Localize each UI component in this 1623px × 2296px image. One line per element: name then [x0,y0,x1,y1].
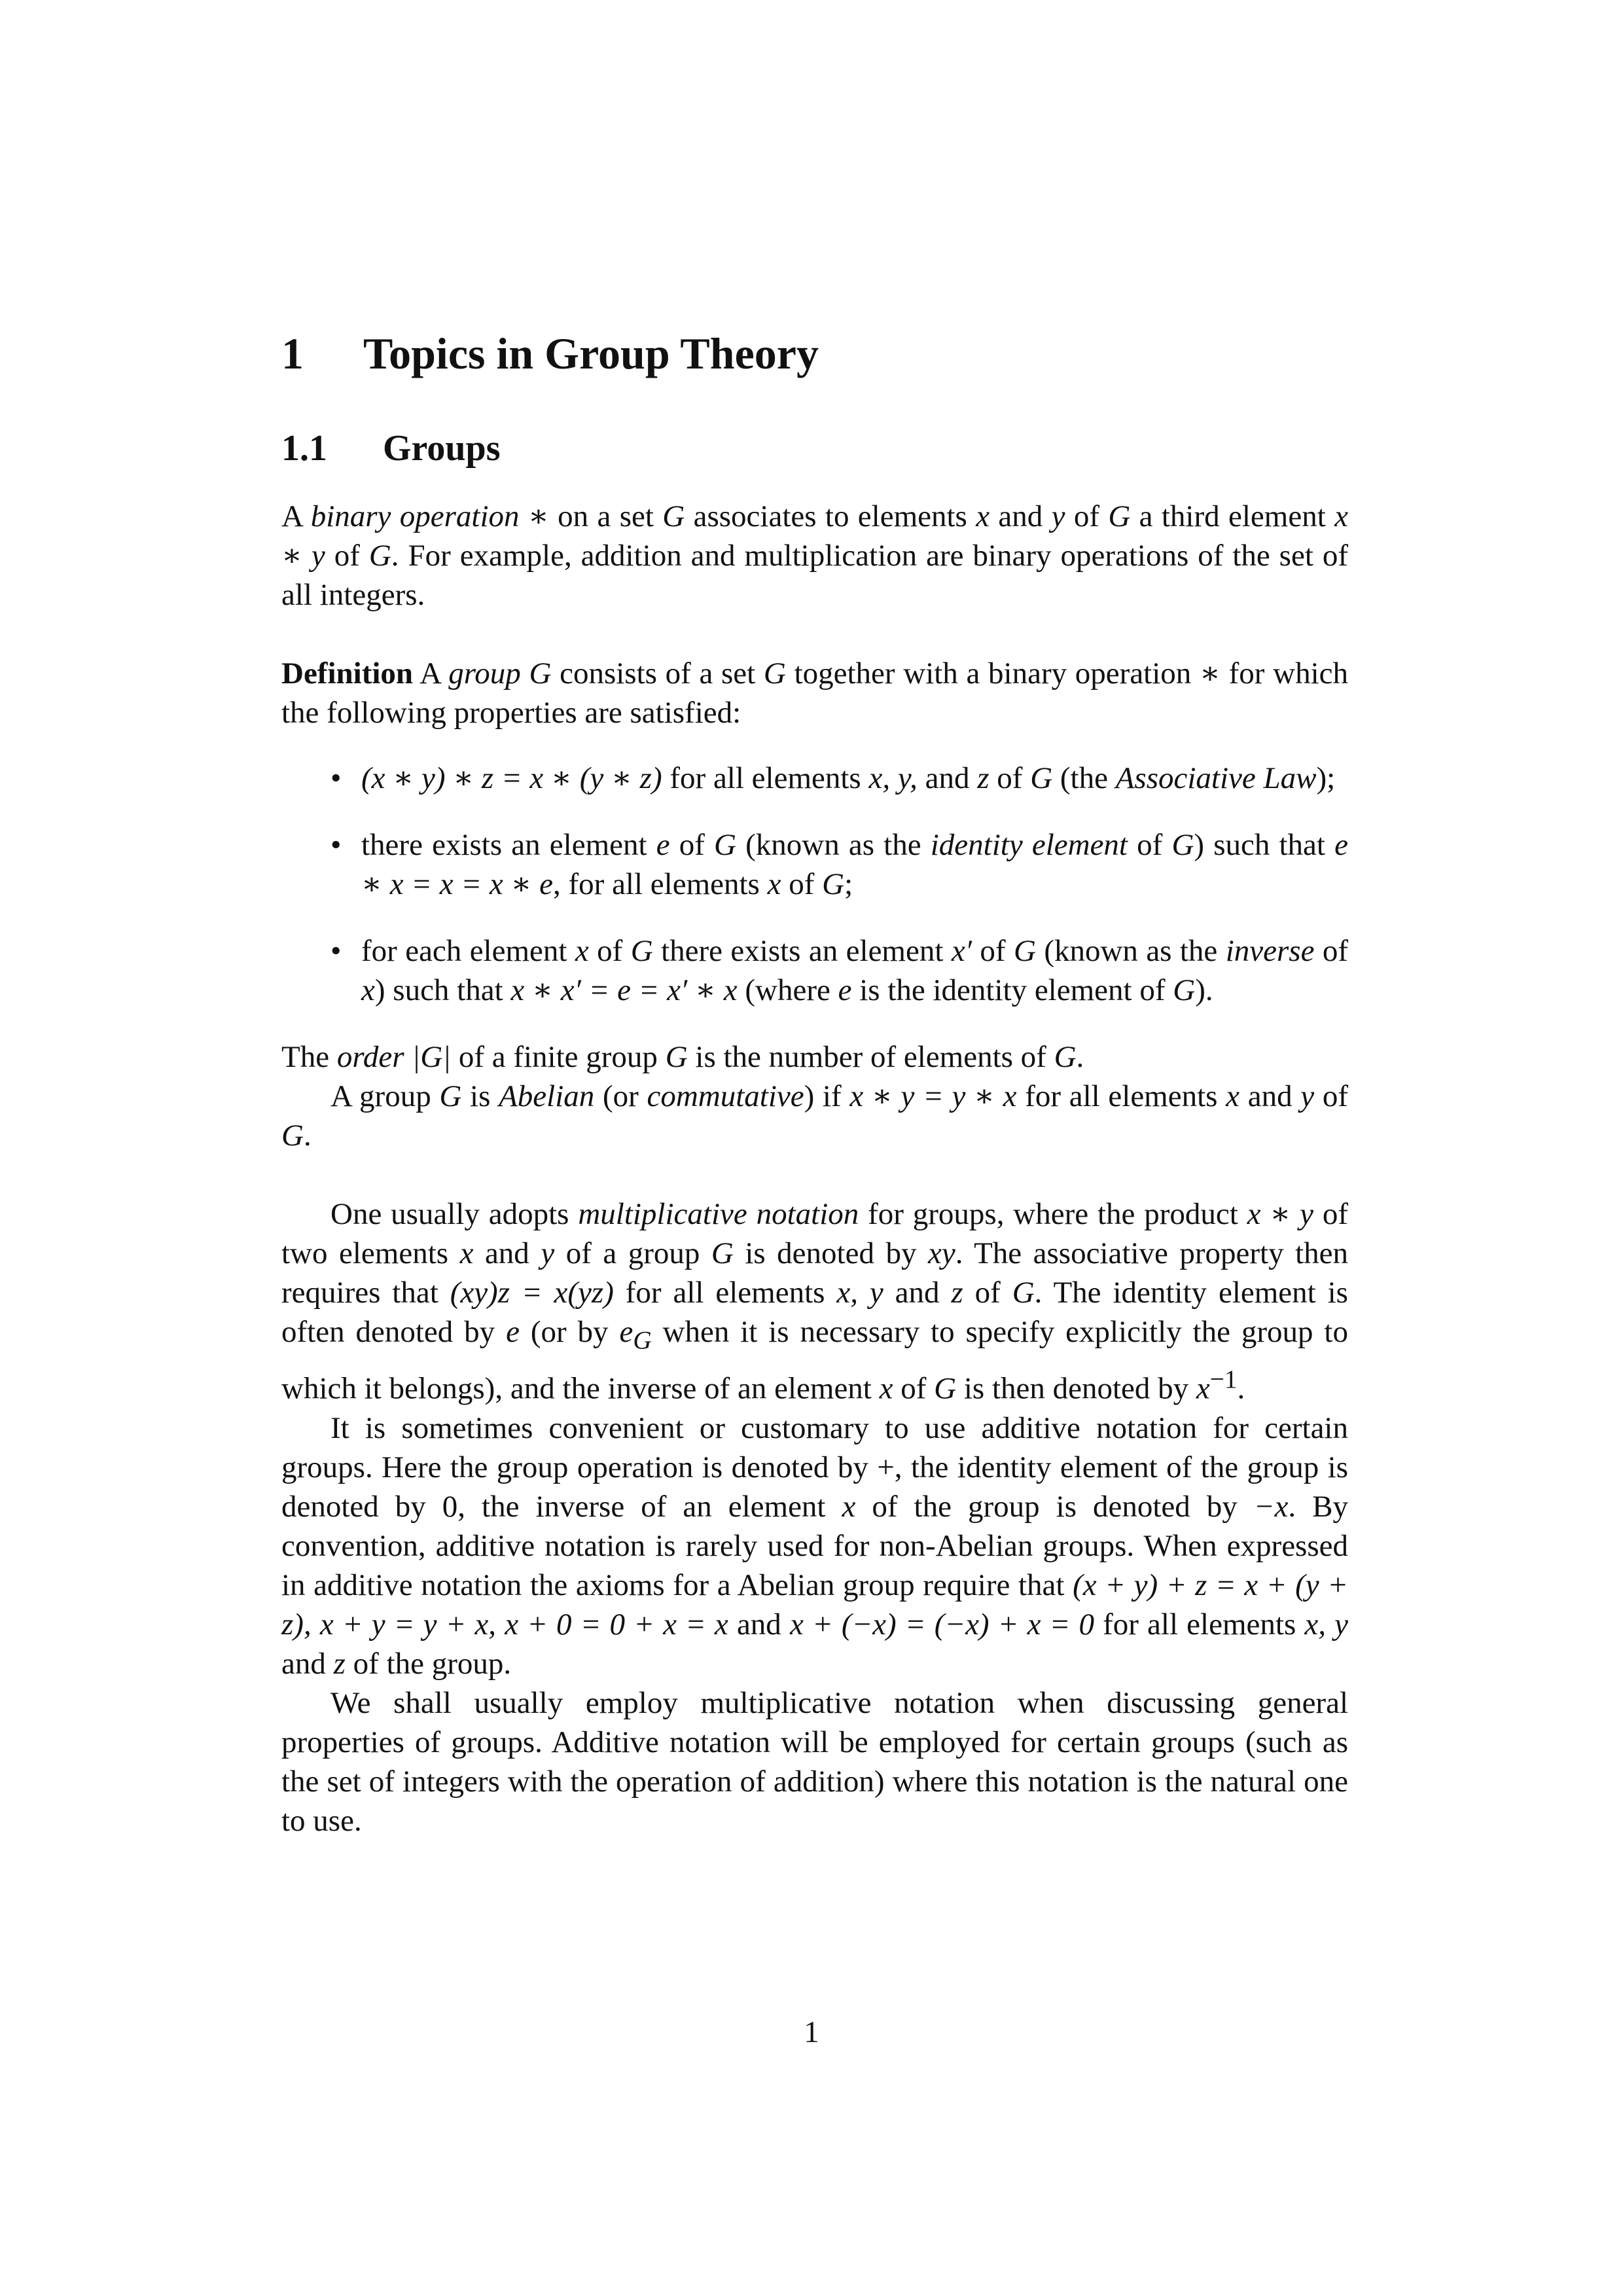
axiom-associative-law: • (x ∗ y) ∗ z = x ∗ (y ∗ z) for all elements x, y, and z of G (the Associative Law); [281,759,1348,798]
closing-paragraph: We shall usually employ multiplicative notation when discussing general properties of groups. Additive notation will be employed for certain groups (such as the set of integers with the operation of addition) where this notation is the natural one to use. [281,1685,1348,1838]
multiplicative-notation-paragraph: One usually adopts multiplicative notation for groups, where the product x ∗ y of two elements x and y of a group G is denoted by xy. The associative property then requires that (xy)z = x(yz) for all elements x, y and z of G. The identity element is often denoted by e (or by $e_G$ when it is necessary to specify explicitly the group to which it belongs), and the inverse of an element x of G is then denoted by $x^{-1}$. [281,1196,1348,1406]
bullet-icon: • [330,933,342,968]
subsection-heading [281,427,1348,471]
definition-label: Definition [281,656,414,691]
definition-paragraph: Definition A group G consists of a set G together with a binary operation ∗ for which the following properties are satisfied: [281,656,1348,730]
bullet-icon: • [330,827,342,862]
additive-notation-paragraph: It is sometimes convenient or customary to use additive notation for certain groups. Here the group operation is denoted by +, the identity element of the group is denoted by 0, the inverse of an element x of the group is denoted by −x. By convention, additive notation is rarely used for non-Abelian groups. When expressed in additive notation the axioms for a Abelian group require that (x + y) + z = x + (y + z), x + y = y + x, x + 0 = 0 + x = x and x + (−x) = (−x) + x = 0 for all elements x, y and z of the group. [281,1410,1348,1681]
abelian-paragraph: A group G is Abelian (or commutative) if x ∗ y = y ∗ x for all elements x and y of G. [281,1079,1348,1153]
axiom-inverse-element: • for each element x of G there exists an element x′ of G (known as the inverse of x) such that x ∗ x′ = e = x′ ∗ x (where e is the identity element of G). [281,931,1348,1010]
order-paragraph: The order |G| of a finite group G is the number of elements of G. [281,1039,1084,1074]
page-number: 1 [804,2015,819,2049]
page-content [281,327,1348,1840]
intro-paragraph: A binary operation ∗ on a set G associates to elements x and y of G a third element x ∗ y of G. For example, addition and multiplication are binary operations of the set of all integers. [281,499,1348,612]
section-title: Topics in Group Theory [363,329,819,378]
bullet-icon: • [330,761,342,795]
axiom-identity-element: • there exists an element e of G (known as the identity element of G) such that e ∗ x = x = x ∗ e, for all elements x of G; [281,825,1348,904]
subsection-title: Groups [383,427,501,469]
section-heading [281,327,1348,381]
subsection-number: 1.1 [281,427,327,469]
section-number: 1 [281,329,304,378]
group-axioms-list [281,759,1348,1010]
